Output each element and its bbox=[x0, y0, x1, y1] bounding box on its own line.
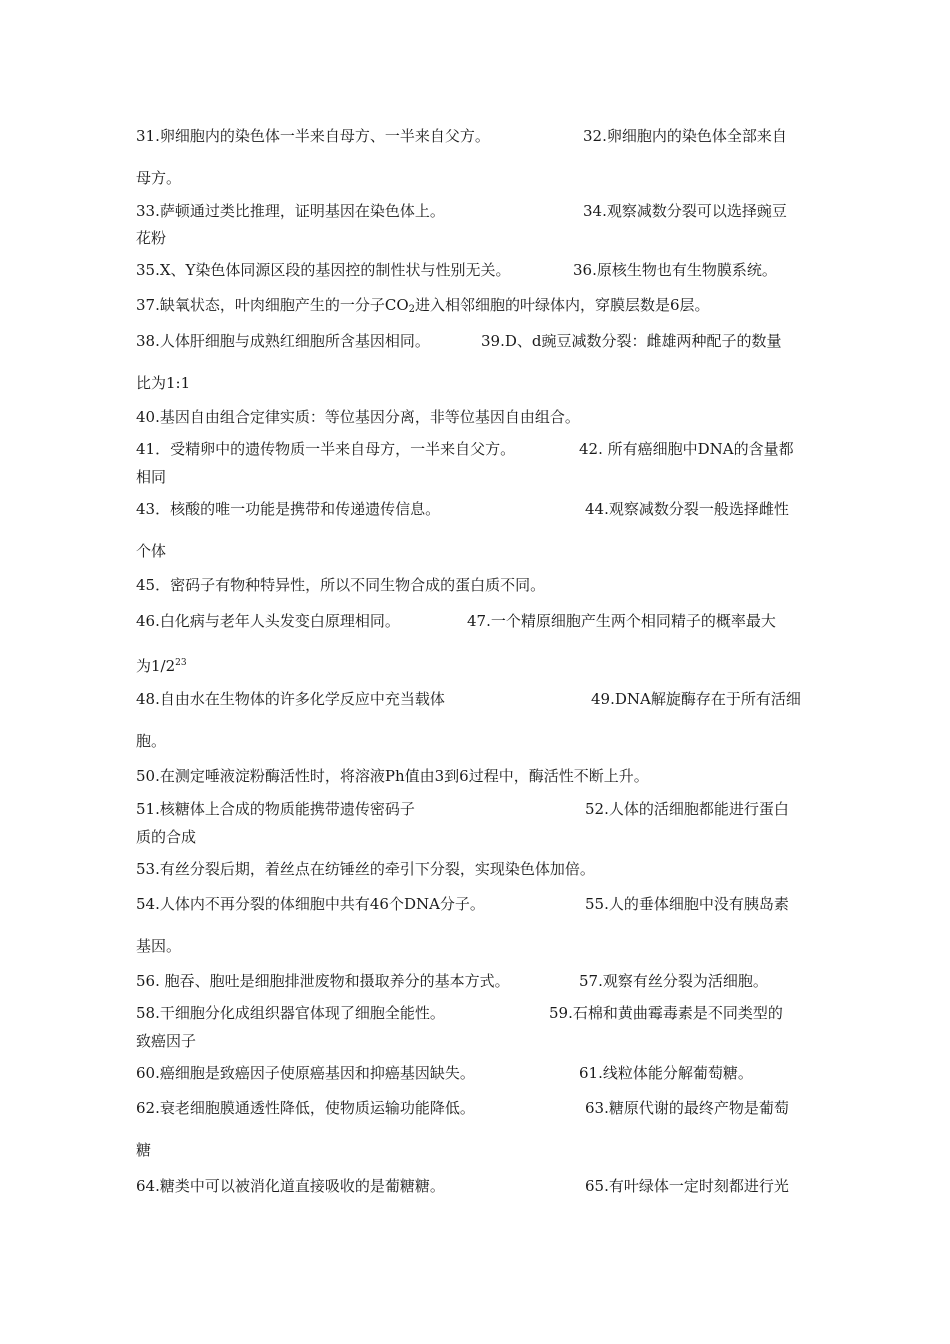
question-42-cont: 相同 bbox=[136, 468, 167, 486]
question-line bbox=[136, 167, 816, 189]
question-line bbox=[136, 688, 816, 710]
question-35: 35.X、Y染色体同源区段的基因控的制性状与性别无关。 bbox=[136, 261, 511, 279]
question-37: 37.缺氧状态，叶肉细胞产生的一分子$CO_2$进入相邻细胞的叶绿体内，穿膜层数是6层。 bbox=[136, 296, 710, 315]
question-32: 32.卵细胞内的染色体全部来自 bbox=[583, 127, 787, 145]
question-36: 36.原核生物也有生物膜系统。 bbox=[573, 261, 777, 279]
question-31: 31.卵细胞内的染色体一半来自母方、一半来自父方。 bbox=[136, 127, 490, 145]
question-line bbox=[136, 406, 816, 428]
question-44-cont: 个体 bbox=[136, 542, 167, 560]
question-line bbox=[136, 935, 816, 957]
question-line bbox=[136, 540, 816, 562]
question-41: 41．受精卵中的遗传物质一半来自母方，一半来自父方。 bbox=[136, 440, 516, 458]
question-line bbox=[136, 330, 816, 352]
question-line bbox=[136, 372, 816, 394]
question-44: 44.观察减数分裂一般选择雌性 bbox=[585, 500, 789, 518]
question-63-cont: 糖 bbox=[136, 1141, 152, 1159]
question-57: 57.观察有丝分裂为活细胞。 bbox=[579, 972, 768, 990]
question-46: 46.白化病与老年人头发变白原理相同。 bbox=[136, 612, 400, 630]
question-line bbox=[136, 294, 816, 316]
question-61: 61.线粒体能分解葡萄糖。 bbox=[579, 1064, 753, 1082]
question-line bbox=[136, 970, 816, 992]
question-51: 51.核糖体上合成的物质能携带遗传密码子 bbox=[136, 800, 415, 818]
question-line bbox=[136, 893, 816, 915]
question-47-cont: 为$1/2^{23}$ bbox=[136, 657, 187, 675]
question-line bbox=[136, 1062, 816, 1084]
question-32-cont: 母方。 bbox=[136, 169, 182, 187]
question-49-cont: 胞。 bbox=[136, 732, 167, 750]
question-34-cont: 花粉 bbox=[136, 229, 167, 247]
question-64: 64.糖类中可以被消化道直接吸收的是葡糖糖。 bbox=[136, 1177, 445, 1195]
question-line bbox=[136, 1175, 816, 1197]
question-line bbox=[136, 259, 816, 281]
question-52-cont: 质的合成 bbox=[136, 828, 197, 846]
question-line bbox=[136, 1139, 816, 1161]
question-58: 58.干细胞分化成组织器官体现了细胞全能性。 bbox=[136, 1004, 445, 1022]
question-line bbox=[136, 1002, 816, 1024]
question-39-cont: 比为1:1 bbox=[136, 374, 191, 392]
question-line bbox=[136, 798, 816, 820]
question-line bbox=[136, 466, 816, 488]
question-line bbox=[136, 826, 816, 848]
question-line bbox=[136, 498, 816, 520]
question-45: 45．密码子有物种特异性，所以不同生物合成的蛋白质不同。 bbox=[136, 576, 546, 594]
question-34: 34.观察减数分裂可以选择豌豆 bbox=[583, 202, 787, 220]
question-39: 39.D、d豌豆减数分裂：雌雄两种配子的数量 bbox=[481, 332, 782, 350]
question-line bbox=[136, 574, 816, 596]
question-48: 48.自由水在生物体的许多化学反应中充当载体 bbox=[136, 690, 445, 708]
question-line bbox=[136, 438, 816, 460]
question-49: 49.DNA解旋酶存在于所有活细 bbox=[591, 690, 801, 708]
question-43: 43．核酸的唯一功能是携带和传递遗传信息。 bbox=[136, 500, 441, 518]
question-42: 42. 所有癌细胞中DNA的含量都 bbox=[579, 440, 794, 458]
question-55: 55.人的垂体细胞中没有胰岛素 bbox=[585, 895, 789, 913]
question-line bbox=[136, 227, 816, 249]
question-56: 56. 胞吞、胞吐是细胞排泄废物和摄取养分的基本方式。 bbox=[136, 972, 510, 990]
question-line bbox=[136, 765, 816, 787]
question-60: 60.癌细胞是致癌因子使原癌基因和抑癌基因缺失。 bbox=[136, 1064, 475, 1082]
question-54: 54.人体内不再分裂的体细胞中共有46个DNA分子。 bbox=[136, 895, 485, 913]
question-63: 63.糖原代谢的最终产物是葡萄 bbox=[585, 1099, 789, 1117]
question-line bbox=[136, 1097, 816, 1119]
question-47: 47.一个精原细胞产生两个相同精子的概率最大 bbox=[467, 612, 776, 630]
question-59-cont: 致癌因子 bbox=[136, 1032, 197, 1050]
question-line bbox=[136, 858, 816, 880]
question-line bbox=[136, 652, 816, 674]
question-40: 40.基因自由组合定律实质：等位基因分离，非等位基因自由组合。 bbox=[136, 408, 580, 426]
question-line bbox=[136, 200, 816, 222]
question-33: 33.萨顿通过类比推理，证明基因在染色体上。 bbox=[136, 202, 445, 220]
question-line bbox=[136, 1030, 816, 1052]
question-62: 62.衰老细胞膜通透性降低，使物质运输功能降低。 bbox=[136, 1099, 475, 1117]
question-38: 38.人体肝细胞与成熟红细胞所含基因相同。 bbox=[136, 332, 430, 350]
question-59: 59.石棉和黄曲霉毒素是不同类型的 bbox=[549, 1004, 783, 1022]
question-53: 53.有丝分裂后期，着丝点在纺锤丝的牵引下分裂，实现染色体加倍。 bbox=[136, 860, 595, 878]
question-52: 52.人体的活细胞都能进行蛋白 bbox=[585, 800, 789, 818]
question-50: 50.在测定唾液淀粉酶活性时，将溶液Ph值由3到6过程中，酶活性不断上升。 bbox=[136, 767, 649, 785]
question-55-cont: 基因。 bbox=[136, 937, 182, 955]
question-line bbox=[136, 125, 816, 147]
question-line bbox=[136, 730, 816, 752]
question-65: 65.有叶绿体一定时刻都进行光 bbox=[585, 1177, 789, 1195]
question-line bbox=[136, 610, 816, 632]
